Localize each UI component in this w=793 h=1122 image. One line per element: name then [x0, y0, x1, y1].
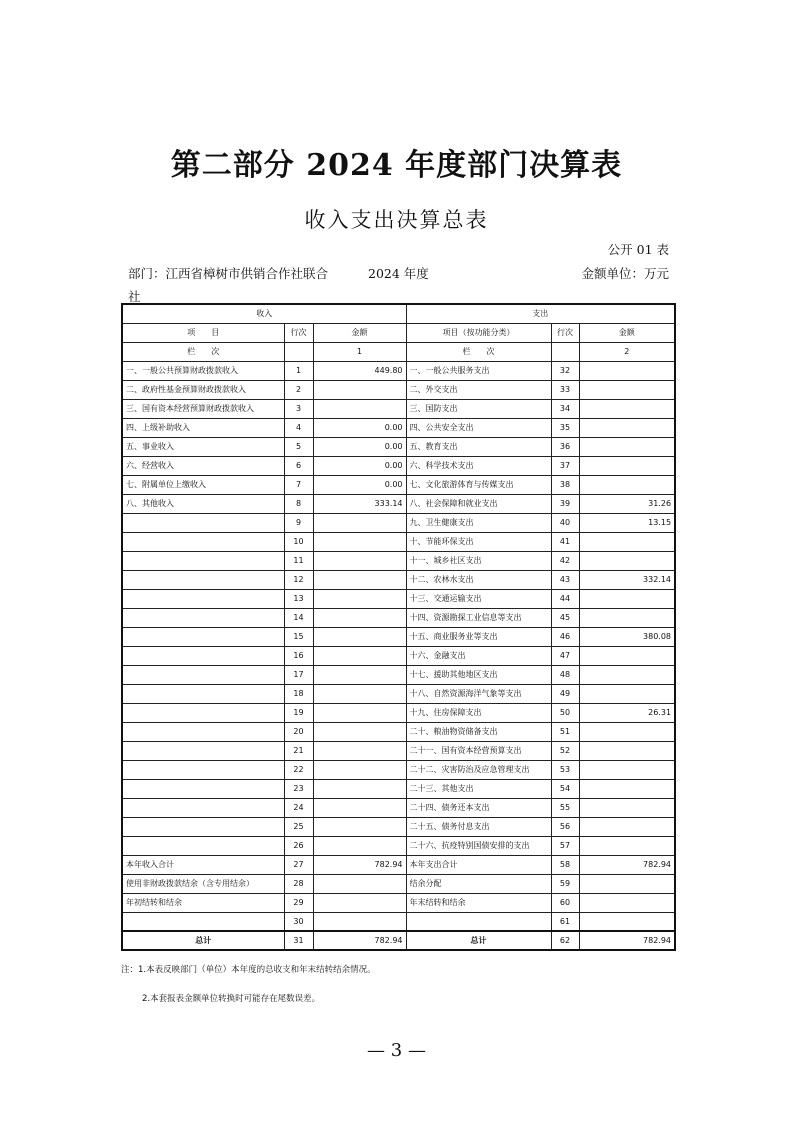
expense-row-no-cell: 60 — [551, 893, 579, 912]
income-row-no-cell: 29 — [284, 893, 313, 912]
expense-amount-cell — [579, 760, 675, 779]
income-row-no-cell: 12 — [284, 570, 313, 589]
expense-item-cell: 四、公共安全支出 — [406, 418, 551, 437]
expense-row-no-cell: 43 — [551, 570, 579, 589]
income-row-no-cell: 14 — [284, 608, 313, 627]
expense-item-cell: 七、文化旅游体育与传媒支出 — [406, 475, 551, 494]
table-row — [122, 418, 675, 437]
expense-row-no-cell: 62 — [551, 931, 579, 950]
expense-amount-cell — [579, 437, 675, 456]
expense-item-cell: 二十二、灾害防治及应急管理支出 — [406, 760, 551, 779]
expense-item-cell: 十、节能环保支出 — [406, 532, 551, 551]
expense-row-no-cell: 52 — [551, 741, 579, 760]
income-amount-cell — [313, 798, 406, 817]
income-row-no-cell: 10 — [284, 532, 313, 551]
expense-item-cell: 二十六、抗疫特别国债安排的支出 — [406, 836, 551, 855]
expense-item-cell: 十一、城乡社区支出 — [406, 551, 551, 570]
income-row-no-cell: 9 — [284, 513, 313, 532]
income-item-cell: 三、国有资本经营预算财政拨款收入 — [122, 399, 284, 418]
expense-amount-cell — [579, 741, 675, 760]
income-amount-cell — [313, 551, 406, 570]
expense-amount-cell — [579, 361, 675, 380]
empty-cell — [284, 342, 313, 361]
income-row-no-cell: 28 — [284, 874, 313, 893]
income-amount-cell: 449.80 — [313, 361, 406, 380]
table-row — [122, 380, 675, 399]
table-row — [122, 513, 675, 532]
income-item-cell: 总计 — [122, 931, 284, 950]
income-item-cell — [122, 646, 284, 665]
income-amount-cell — [313, 703, 406, 722]
table-row — [122, 475, 675, 494]
income-item-cell — [122, 741, 284, 760]
income-item-cell: 六、经营收入 — [122, 456, 284, 475]
income-item-cell: 八、其他收入 — [122, 494, 284, 513]
summary-row — [122, 855, 675, 874]
section-header-row — [122, 304, 675, 323]
income-row-no-cell: 16 — [284, 646, 313, 665]
column-header-row — [122, 323, 675, 342]
income-amount-cell — [313, 722, 406, 741]
income-amount-cell — [313, 779, 406, 798]
income-row-no-cell: 25 — [284, 817, 313, 836]
expense-amount-header: 金额 — [579, 323, 675, 342]
expense-row-no-cell: 34 — [551, 399, 579, 418]
expense-item-cell: 十八、自然资源海洋气象等支出 — [406, 684, 551, 703]
expense-column-label: 栏 次 — [406, 342, 551, 361]
income-amount-cell — [313, 646, 406, 665]
table-row — [122, 836, 675, 855]
expense-row-no-cell: 39 — [551, 494, 579, 513]
income-column-index: 1 — [313, 342, 406, 361]
expense-amount-cell — [579, 665, 675, 684]
table-row — [122, 817, 675, 836]
table-row — [122, 798, 675, 817]
expense-amount-cell — [579, 589, 675, 608]
income-item-cell — [122, 684, 284, 703]
expense-row-no-cell: 59 — [551, 874, 579, 893]
table-row — [122, 532, 675, 551]
year-label: 2024 年度 — [368, 266, 429, 281]
income-item-cell — [122, 912, 284, 931]
income-row-no-cell: 30 — [284, 912, 313, 931]
income-amount-cell — [313, 684, 406, 703]
income-item-cell — [122, 627, 284, 646]
table-row — [122, 760, 675, 779]
income-row-no-cell: 31 — [284, 931, 313, 950]
income-row-no-cell: 17 — [284, 665, 313, 684]
income-row-no-cell: 3 — [284, 399, 313, 418]
income-amount-header: 金额 — [313, 323, 406, 342]
income-amount-cell: 0.00 — [313, 418, 406, 437]
income-item-header: 项 目 — [122, 323, 284, 342]
income-amount-cell — [313, 836, 406, 855]
income-item-cell — [122, 703, 284, 722]
expense-item-cell: 十五、商业服务业等支出 — [406, 627, 551, 646]
note-2: 2.本套报表金额单位转换时可能存在尾数误差。 — [142, 994, 321, 1004]
expense-amount-cell: 26.31 — [579, 703, 675, 722]
income-row-no-cell: 26 — [284, 836, 313, 855]
income-amount-cell: 0.00 — [313, 456, 406, 475]
expense-amount-cell — [579, 475, 675, 494]
expense-item-cell: 三、国防支出 — [406, 399, 551, 418]
income-item-cell — [122, 608, 284, 627]
income-amount-cell — [313, 513, 406, 532]
income-item-cell: 二、政府性基金预算财政拨款收入 — [122, 380, 284, 399]
expense-row-no-cell: 45 — [551, 608, 579, 627]
table-row — [122, 627, 675, 646]
expense-amount-cell — [579, 817, 675, 836]
expense-amount-cell: 782.94 — [579, 855, 675, 874]
expense-item-cell: 二十四、债务还本支出 — [406, 798, 551, 817]
income-item-cell: 年初结转和结余 — [122, 893, 284, 912]
income-row-no-cell: 27 — [284, 855, 313, 874]
income-amount-cell — [313, 608, 406, 627]
income-item-cell — [122, 513, 284, 532]
table-row — [122, 399, 675, 418]
income-item-cell — [122, 532, 284, 551]
expense-row-no-cell: 33 — [551, 380, 579, 399]
expense-row-no-cell: 53 — [551, 760, 579, 779]
note-1: 注：1.本表反映部门（单位）本年度的总收支和年末结转结余情况。 — [121, 965, 376, 975]
expense-item-cell: 十四、资源勘探工业信息等支出 — [406, 608, 551, 627]
expense-amount-cell — [579, 779, 675, 798]
table-row — [122, 608, 675, 627]
table-row — [122, 551, 675, 570]
expense-row-no-cell: 47 — [551, 646, 579, 665]
income-amount-cell — [313, 399, 406, 418]
income-amount-cell: 782.94 — [313, 931, 406, 950]
expense-row-no-cell: 36 — [551, 437, 579, 456]
total-row — [122, 931, 675, 950]
expense-row-no-cell: 35 — [551, 418, 579, 437]
expense-amount-cell — [579, 893, 675, 912]
income-row-no-cell: 2 — [284, 380, 313, 399]
expense-row-no-header: 行次 — [551, 323, 579, 342]
table-row — [122, 684, 675, 703]
income-row-no-cell: 11 — [284, 551, 313, 570]
amount-unit-label: 金额单位：万元 — [581, 266, 669, 281]
expense-row-no-cell: 57 — [551, 836, 579, 855]
expense-item-cell: 二十三、其他支出 — [406, 779, 551, 798]
expense-amount-cell — [579, 399, 675, 418]
income-row-no-cell: 6 — [284, 456, 313, 475]
table-row — [122, 494, 675, 513]
expense-item-cell: 十九、住房保障支出 — [406, 703, 551, 722]
income-item-cell: 本年收入合计 — [122, 855, 284, 874]
income-item-cell — [122, 836, 284, 855]
expense-item-cell: 二十、粮油物资储备支出 — [406, 722, 551, 741]
expense-row-no-cell: 42 — [551, 551, 579, 570]
income-item-cell: 四、上级补助收入 — [122, 418, 284, 437]
table-row — [122, 456, 675, 475]
page-title: 第二部分 2024 年度部门决算表 — [170, 148, 623, 183]
income-amount-cell — [313, 817, 406, 836]
page-number: — 3 — — [367, 1040, 426, 1061]
table-row — [122, 741, 675, 760]
expense-amount-cell — [579, 722, 675, 741]
table-row — [122, 589, 675, 608]
expense-item-cell: 二、外交支出 — [406, 380, 551, 399]
income-amount-cell — [313, 589, 406, 608]
expense-row-no-cell: 58 — [551, 855, 579, 874]
expense-row-no-cell: 32 — [551, 361, 579, 380]
income-row-no-cell: 18 — [284, 684, 313, 703]
income-item-cell — [122, 665, 284, 684]
expense-amount-cell — [579, 551, 675, 570]
income-row-no-cell: 22 — [284, 760, 313, 779]
department-label: 部门：江西省樟树市供销合作社联合社 — [128, 266, 329, 304]
income-amount-cell: 0.00 — [313, 475, 406, 494]
expense-item-cell: 年末结转和结余 — [406, 893, 551, 912]
expense-item-cell: 六、科学技术支出 — [406, 456, 551, 475]
expense-amount-cell: 380.08 — [579, 627, 675, 646]
table-row — [122, 437, 675, 456]
expense-amount-cell: 332.14 — [579, 570, 675, 589]
expense-row-no-cell: 49 — [551, 684, 579, 703]
expense-row-no-cell: 61 — [551, 912, 579, 931]
table-row — [122, 646, 675, 665]
expense-row-no-cell: 48 — [551, 665, 579, 684]
expense-amount-cell — [579, 912, 675, 931]
column-index-row — [122, 342, 675, 361]
expense-amount-cell — [579, 684, 675, 703]
expense-row-no-cell: 56 — [551, 817, 579, 836]
income-amount-cell — [313, 627, 406, 646]
income-row-no-cell: 8 — [284, 494, 313, 513]
expense-row-no-cell: 46 — [551, 627, 579, 646]
summary-row — [122, 874, 675, 893]
expense-amount-cell — [579, 456, 675, 475]
income-item-cell: 使用非财政拨款结余（含专用结余） — [122, 874, 284, 893]
expense-amount-cell — [579, 532, 675, 551]
income-row-no-cell: 7 — [284, 475, 313, 494]
income-amount-cell — [313, 532, 406, 551]
income-row-no-cell: 4 — [284, 418, 313, 437]
expense-item-cell: 二十五、债务付息支出 — [406, 817, 551, 836]
table-row — [122, 570, 675, 589]
expense-item-cell: 十七、援助其他地区支出 — [406, 665, 551, 684]
expense-column-index: 2 — [579, 342, 675, 361]
expense-row-no-cell: 37 — [551, 456, 579, 475]
income-item-cell — [122, 817, 284, 836]
income-amount-cell — [313, 893, 406, 912]
form-number: 公开 01 表 — [607, 242, 669, 257]
table-row — [122, 779, 675, 798]
income-row-no-cell: 19 — [284, 703, 313, 722]
expense-item-cell: 结余分配 — [406, 874, 551, 893]
income-amount-cell — [313, 760, 406, 779]
table-row — [122, 703, 675, 722]
income-item-cell — [122, 779, 284, 798]
table-row — [122, 361, 675, 380]
expense-row-no-cell: 38 — [551, 475, 579, 494]
income-item-cell: 一、一般公共预算财政拨款收入 — [122, 361, 284, 380]
expense-item-cell: 五、教育支出 — [406, 437, 551, 456]
income-row-no-cell: 1 — [284, 361, 313, 380]
income-row-no-cell: 23 — [284, 779, 313, 798]
table-row — [122, 722, 675, 741]
income-item-cell — [122, 760, 284, 779]
expense-item-cell: 十二、农林水支出 — [406, 570, 551, 589]
table-row — [122, 665, 675, 684]
income-amount-cell — [313, 380, 406, 399]
expense-row-no-cell: 54 — [551, 779, 579, 798]
expense-item-cell — [406, 912, 551, 931]
income-item-cell — [122, 551, 284, 570]
empty-cell — [551, 342, 579, 361]
expense-row-no-cell: 55 — [551, 798, 579, 817]
expense-amount-cell — [579, 836, 675, 855]
income-amount-cell — [313, 874, 406, 893]
expense-item-header: 项目（按功能分类） — [406, 323, 551, 342]
expense-row-no-cell: 40 — [551, 513, 579, 532]
expense-amount-cell — [579, 798, 675, 817]
income-row-no-cell: 20 — [284, 722, 313, 741]
expense-item-cell: 一、一般公共服务支出 — [406, 361, 551, 380]
income-item-cell — [122, 722, 284, 741]
income-row-no-cell: 13 — [284, 589, 313, 608]
income-amount-cell — [313, 741, 406, 760]
expense-amount-cell — [579, 418, 675, 437]
income-amount-cell — [313, 665, 406, 684]
expense-item-cell: 本年支出合计 — [406, 855, 551, 874]
summary-row — [122, 893, 675, 912]
income-item-cell — [122, 798, 284, 817]
income-row-no-cell: 24 — [284, 798, 313, 817]
expense-item-cell: 总计 — [406, 931, 551, 950]
income-column-label: 栏 次 — [122, 342, 284, 361]
income-amount-cell: 0.00 — [313, 437, 406, 456]
expense-row-no-cell: 41 — [551, 532, 579, 551]
income-amount-cell — [313, 570, 406, 589]
expense-row-no-cell: 50 — [551, 703, 579, 722]
income-row-no-cell: 5 — [284, 437, 313, 456]
expense-item-cell: 十三、交通运输支出 — [406, 589, 551, 608]
expense-amount-cell — [579, 608, 675, 627]
expense-row-no-cell: 44 — [551, 589, 579, 608]
expense-amount-cell: 782.94 — [579, 931, 675, 950]
expense-item-cell: 十六、金融支出 — [406, 646, 551, 665]
income-expense-table — [121, 303, 676, 951]
income-row-no-cell: 21 — [284, 741, 313, 760]
expense-section-header: 支出 — [406, 304, 675, 323]
expense-amount-cell: 13.15 — [579, 513, 675, 532]
expense-amount-cell — [579, 646, 675, 665]
expense-amount-cell — [579, 380, 675, 399]
expense-amount-cell: 31.26 — [579, 494, 675, 513]
summary-row — [122, 912, 675, 931]
income-item-cell — [122, 589, 284, 608]
income-row-no-cell: 15 — [284, 627, 313, 646]
income-item-cell: 五、事业收入 — [122, 437, 284, 456]
expense-item-cell: 九、卫生健康支出 — [406, 513, 551, 532]
income-amount-cell — [313, 912, 406, 931]
expense-row-no-cell: 51 — [551, 722, 579, 741]
income-item-cell: 七、附属单位上缴收入 — [122, 475, 284, 494]
income-item-cell — [122, 570, 284, 589]
expense-item-cell: 二十一、国有资本经营预算支出 — [406, 741, 551, 760]
income-amount-cell: 782.94 — [313, 855, 406, 874]
income-section-header: 收入 — [122, 304, 406, 323]
income-row-no-header: 行次 — [284, 323, 313, 342]
table-title: 收入支出决算总表 — [304, 208, 489, 232]
expense-amount-cell — [579, 874, 675, 893]
income-amount-cell: 333.14 — [313, 494, 406, 513]
expense-item-cell: 八、社会保障和就业支出 — [406, 494, 551, 513]
